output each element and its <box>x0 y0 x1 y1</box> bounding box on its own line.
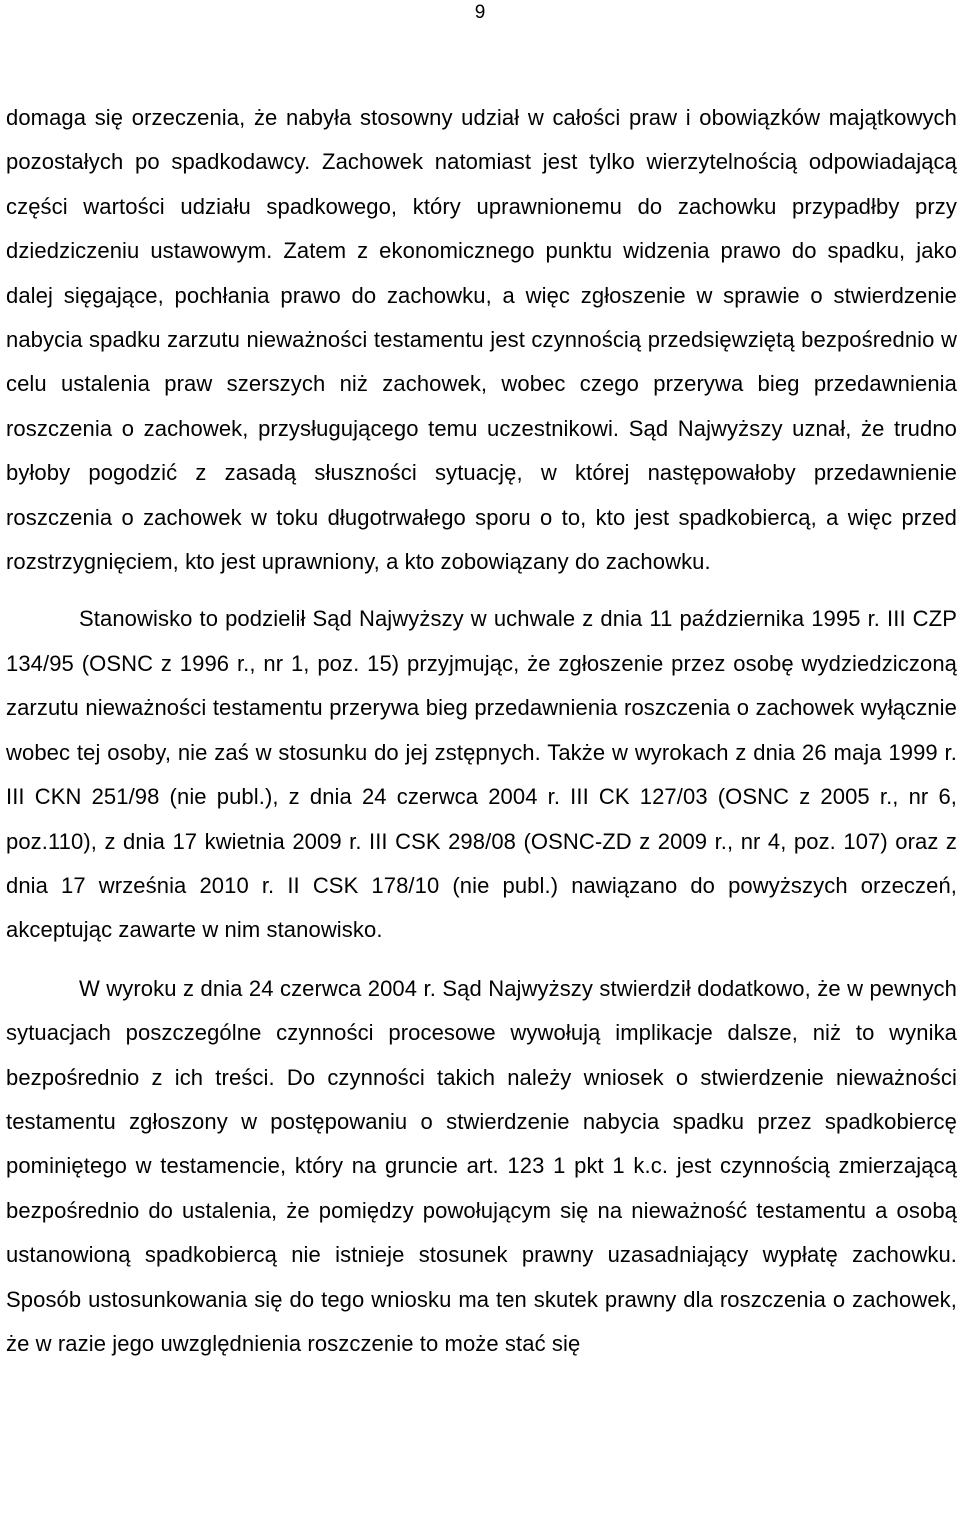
document-body <box>6 96 957 1366</box>
paragraph-2: Stanowisko to podzielił Sąd Najwyższy w uchwale z dnia 11 października 1995 r. III CZP 134/95 (OSNC z 1996 r., nr 1, poz. 15) przyjmując, że zgłoszenie przez osobę wydziedziczoną zarzutu nieważności testamentu przerywa bieg przedawnienia roszczenia o zachowek wyłącznie wobec tej osoby, nie zaś w stosunku do jej zstępnych. Także w wyrokach z dnia 26 maja 1999 r. III CKN 251/98 (nie publ.), z dnia 24 czerwca 2004 r. III CK 127/03 (OSNC z 2005 r., nr 6, poz.110), z dnia 17 kwietnia 2009 r. III CSK 298/08 (OSNC-ZD z 2009 r., nr 4, poz. 107) oraz z dnia 17 września 2010 r. II CSK 178/10 (nie publ.) nawiązano do powyższych orzeczeń, akceptując zawarte w nim stanowisko. <box>6 606 957 943</box>
paragraph-1: domaga się orzeczenia, że nabyła stosowny udział w całości praw i obowiązków majątkowych pozostałych po spadkodawcy. Zachowek natomiast jest tylko wierzytelnością odpowiadającą części wartości udziału spadkowego, który uprawnionemu do zachowku przypadłby przy dziedziczeniu ustawowym. Zatem z ekonomicznego punktu widzenia prawo do spadku, jako dalej sięgające, pochłania prawo do zachowku, a więc zgłoszenie w sprawie o stwierdzenie nabycia spadku zarzutu nieważności testamentu jest czynnością przedsięwziętą bezpośrednio w celu ustalenia praw szerszych niż zachowek, wobec czego przerywa bieg przedawnienia roszczenia o zachowek, przysługującego temu uczestnikowi. Sąd Najwyższy uznał, że trudno byłoby pogodzić z zasadą słuszności sytuację, w której następowałoby przedawnienie roszczenia o zachowek w toku długotrwałego sporu o to, kto jest spadkobiercą, a więc przed rozstrzygnięciem, kto jest uprawniony, a kto zobowiązany do zachowku. <box>6 105 957 575</box>
page-number: 9 <box>474 2 486 23</box>
paragraph-3: W wyroku z dnia 24 czerwca 2004 r. Sąd Najwyższy stwierdził dodatkowo, że w pewnych sytuacjach poszczególne czynności procesowe wywołują implikacje dalsze, niż to wynika bezpośrednio z ich treści. Do czynności takich należy wniosek o stwierdzenie nieważności testamentu zgłoszony w postępowaniu o stwierdzenie nabycia spadku przez spadkobiercę pominiętego w testamencie, który na gruncie art. 123 1 pkt 1 k.c. jest czynnością zmierzającą bezpośrednio do ustalenia, że pomiędzy powołującym się na nieważność testamentu a osobą ustanowioną spadkobiercą nie istnieje stosunek prawny uzasadniający wypłatę zachowku. Sposób ustosunkowania się do tego wniosku ma ten skutek prawny dla roszczenia o zachowek, że w razie jego uwzględnienia roszczenie to może stać się <box>6 975 957 1356</box>
